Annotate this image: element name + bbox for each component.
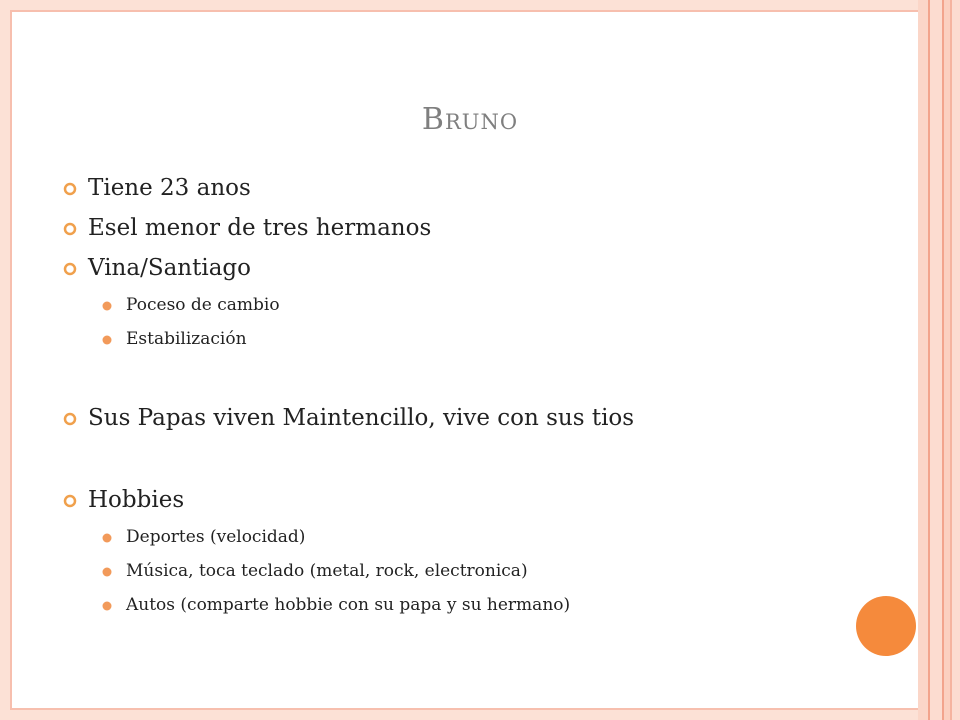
spacer <box>62 356 882 398</box>
hollow-circle-bullet-icon <box>62 480 78 520</box>
sub-bullet-item <box>62 322 882 356</box>
bullet-list <box>62 168 882 622</box>
bullet-item <box>62 248 882 288</box>
frame-top-line <box>10 10 918 12</box>
hollow-circle-bullet-icon <box>62 168 78 208</box>
slide-title: Bruno <box>421 102 519 137</box>
right-band-stripe <box>930 0 942 720</box>
frame-top-border <box>0 0 920 10</box>
filled-circle-bullet-icon <box>100 288 114 322</box>
sub-bullet-item <box>62 288 882 322</box>
frame-left-border <box>0 0 10 720</box>
spacer <box>62 438 882 480</box>
right-band-stripe <box>952 0 960 720</box>
right-band-stripe <box>918 0 928 720</box>
filled-circle-bullet-icon <box>100 554 114 588</box>
bullet-text: Sus Papas viven Maintencillo, vive con sus tios <box>88 405 635 431</box>
hollow-circle-bullet-icon <box>62 248 78 288</box>
bullet-text: Vina/Santiago <box>88 255 251 281</box>
frame-bottom-line <box>10 708 918 710</box>
sub-bullet-text: Estabilización <box>126 329 247 349</box>
filled-circle-bullet-icon <box>100 322 114 356</box>
sub-bullet-item <box>62 520 882 554</box>
filled-circle-bullet-icon <box>100 588 114 622</box>
sub-bullet-text: Deportes (velocidad) <box>126 527 306 547</box>
hollow-circle-bullet-icon <box>62 398 78 438</box>
bullet-item <box>62 398 882 438</box>
frame-left-line <box>10 0 12 720</box>
frame-bottom-border <box>0 710 920 720</box>
filled-circle-bullet-icon <box>100 520 114 554</box>
sub-bullet-text: Autos (comparte hobbie con su papa y su hermano) <box>126 595 571 615</box>
sub-bullet-text: Poceso de cambio <box>126 295 280 315</box>
sub-bullet-item <box>62 554 882 588</box>
bullet-item <box>62 168 882 208</box>
bullet-item <box>62 208 882 248</box>
hollow-circle-bullet-icon <box>62 208 78 248</box>
bullet-item <box>62 480 882 520</box>
sub-bullet-item <box>62 588 882 622</box>
sub-bullet-text: Música, toca teclado (metal, rock, electronica) <box>126 561 528 581</box>
bullet-text: Hobbies <box>88 487 185 513</box>
bullet-text: Esel menor de tres hermanos <box>88 215 432 241</box>
bullet-text: Tiene 23 anos <box>88 175 251 201</box>
